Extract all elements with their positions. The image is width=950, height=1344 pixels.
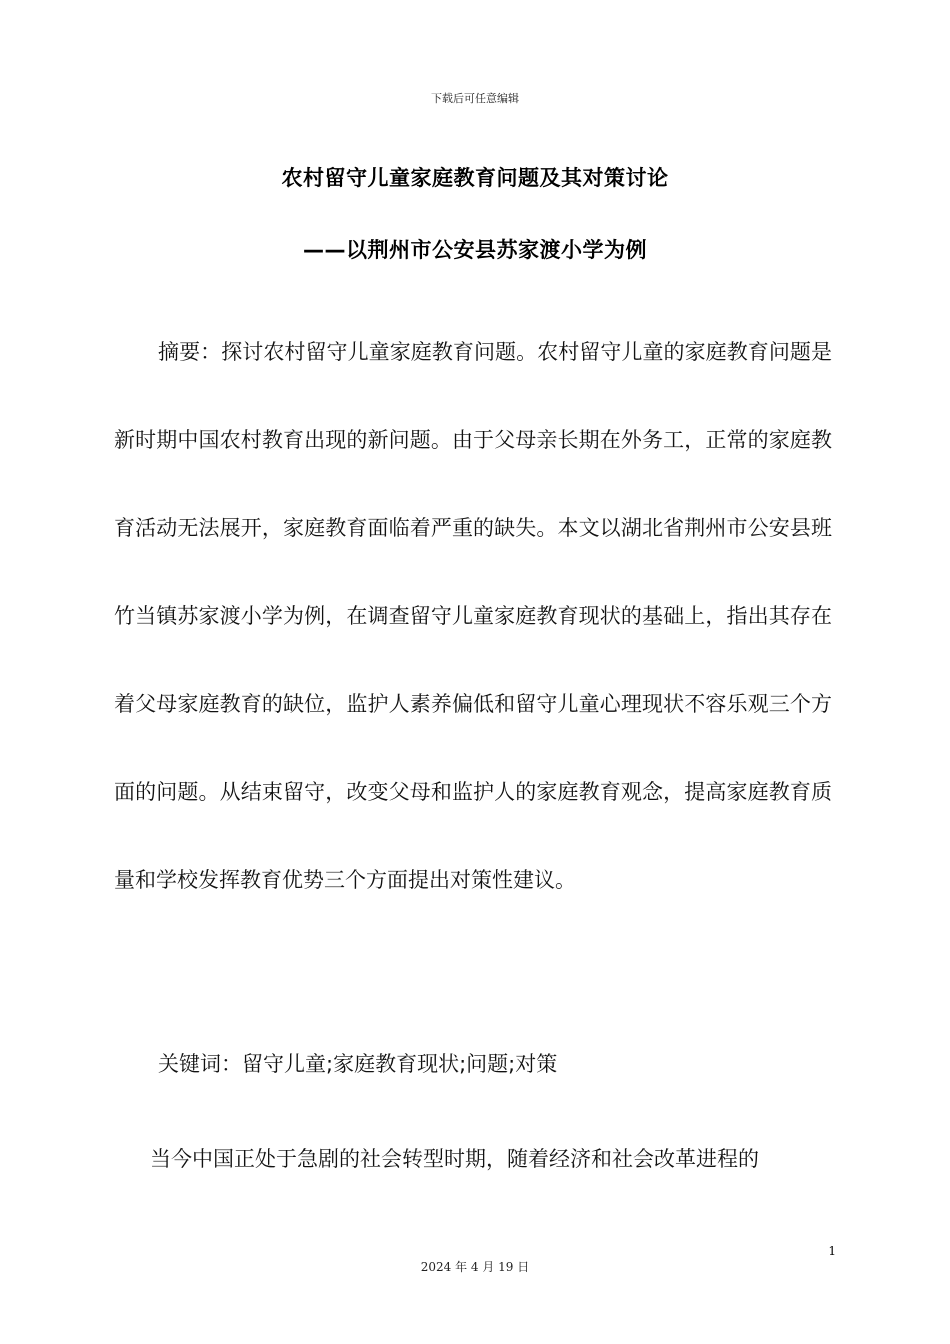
document-title: 农村留守儿童家庭教育问题及其对策讨论 xyxy=(281,166,669,190)
page-number: 1 xyxy=(828,1244,836,1258)
footer-date: 2024 年 4 月 19 日 xyxy=(420,1260,530,1274)
keywords-line: 关键词：留守儿童;家庭教育现状;问题;对策 xyxy=(158,1052,558,1076)
abstract-paragraph: 摘要：探讨农村留守儿童家庭教育问题。农村留守儿童的家庭教育问题是新时期中国农村教育出现的新问题。由于父母亲长期在外务工，正常的家庭教育活动无法展开，家庭教育面临着严重的缺失。本文以湖北省荆州市公安县班竹当镇苏家渡小学为例，在调查留守儿童家庭教育现状的基础上，指出其存在着父母家庭教育的缺位，监护人素养偏低和留守儿童心理现状不容乐观三个方面的问题。从结束留守，改变父母和监护人的家庭教育观念，提高家庭教育质量和学校发挥教育优势三个方面提出对策性建议。 xyxy=(114,340,832,892)
document-subtitle: ——以荆州市公安县苏家渡小学为例 xyxy=(303,238,647,262)
intro-paragraph: 当今中国正处于急剧的社会转型时期，随着经济和社会改革进程的 xyxy=(150,1147,759,1171)
header-note: 下载后可任意编辑 xyxy=(431,92,519,105)
